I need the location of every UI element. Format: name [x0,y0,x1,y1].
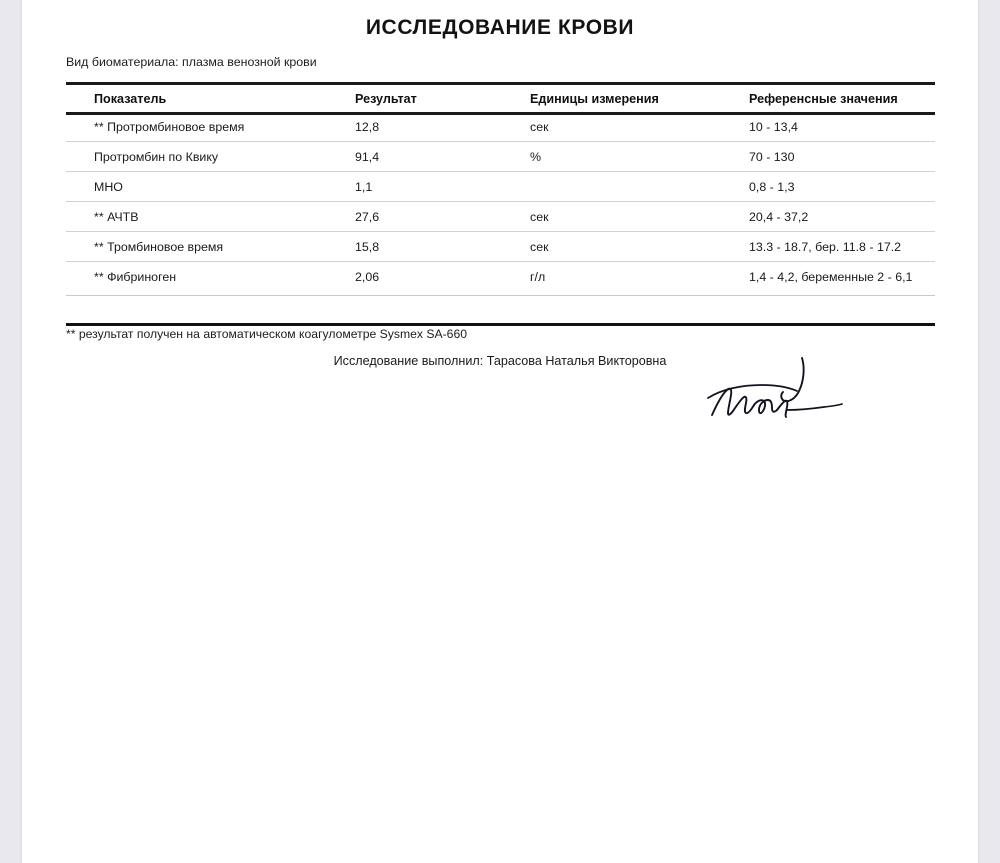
column-header-units: Единицы измерения [530,91,659,106]
biomaterial-line: Вид биоматериала: плазма венозной крови [66,55,317,69]
cell-reference: 20,4 - 37,2 [749,210,809,224]
table-row [66,172,935,202]
column-header-result: Результат [355,91,417,106]
cell-units: сек [530,240,549,254]
table-header-row [66,85,935,112]
table-row [66,142,935,172]
cell-result: 2,06 [355,270,380,284]
footnote-text: ** результат получен на автоматическом коагулометре Sysmex SA-660 [66,327,468,341]
column-header-reference: Референсные значения [749,91,898,106]
cell-indicator: ** АЧТВ [94,210,139,224]
page-title: ИССЛЕДОВАНИЕ КРОВИ [365,16,635,39]
cell-result: 12,8 [355,120,380,134]
cell-reference: 1,4 - 4,2, беременные 2 - 6,1 [749,270,913,284]
cell-result: 27,6 [355,210,380,224]
cell-units: % [530,150,542,164]
cell-reference: 0,8 - 1,3 [749,180,795,194]
cell-result: 1,1 [355,180,373,194]
cell-result: 15,8 [355,240,380,254]
cell-units: г/л [530,270,546,284]
footnote-rule [66,323,935,326]
column-header-indicator: Показатель [94,91,167,106]
cell-indicator: Протромбин по Квику [94,150,219,164]
performer-line: Исследование выполнил: Тарасова Наталья Викторовна [333,354,667,368]
results-table [66,85,935,292]
cell-indicator: МНО [94,180,123,194]
cell-indicator: ** Тромбиновое время [94,240,224,254]
cell-result: 91,4 [355,150,380,164]
table-bottom-rule [66,295,935,296]
document-page [22,0,978,863]
cell-units: сек [530,210,549,224]
cell-indicator: ** Фибриноген [94,270,177,284]
cell-reference: 70 - 130 [749,150,795,164]
signature-image [684,352,874,418]
table-row [66,202,935,232]
table-row [66,232,935,262]
cell-indicator: ** Протромбиновое время [94,120,245,134]
cell-reference: 10 - 13,4 [749,120,798,134]
table-row [66,112,935,142]
table-row [66,262,935,292]
cell-units: сек [530,120,549,134]
cell-reference: 13.3 - 18.7, бер. 11.8 - 17.2 [749,240,902,254]
